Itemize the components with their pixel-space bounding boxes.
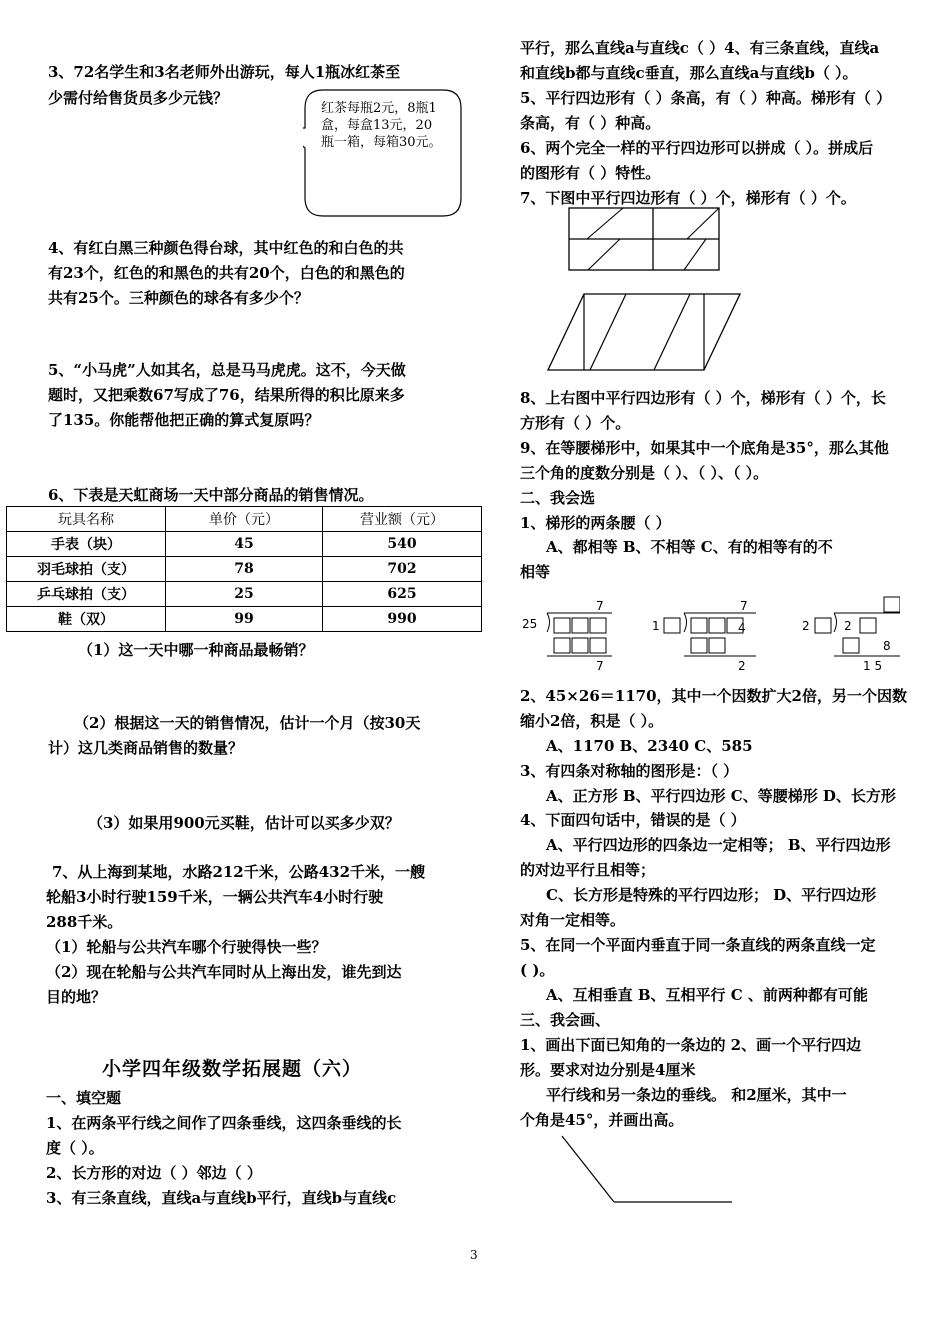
- f8-line1: 8、上右图中平行四边形有（ ）个，梯形有（ ）个，长: [520, 389, 886, 407]
- q7-line3: 288千米。: [46, 913, 123, 931]
- d2-bottom: 2: [738, 659, 746, 673]
- q7-part2-line1: （2）现在轮船与公共汽车同时从上海出发，谁先到达: [46, 963, 402, 981]
- table-cell: 99: [166, 607, 323, 632]
- q5-line3: 了135。你能帮他把正确的算式复原吗？: [48, 411, 320, 429]
- c4-options-line2: 的对边平行且相等；: [520, 861, 656, 879]
- q4-line3: 共有25个。三种颜色的球各有多少个？: [48, 289, 309, 307]
- q3-line1: 3、72名学生和3名老师外出游玩，每人1瓶冰红茶至: [48, 63, 401, 81]
- division-puzzle-3: [802, 597, 900, 673]
- f3-line: 3、有三条直线，直线a与直线b平行，直线b与直线c: [46, 1189, 397, 1207]
- c3-options: A、正方形 B、平行四边形 C、等腰梯形 D、长方形: [546, 787, 896, 805]
- division-puzzle-2: [652, 599, 756, 673]
- c5-line1: 5、在同一个平面内垂直于同一条直线的两条直线一定: [520, 936, 876, 954]
- q5-line1: 5、“小马虎”人如其名，总是马马虎虎。这不，今天做: [48, 361, 406, 379]
- table-row: [7, 607, 482, 632]
- f8-line2: 方形有（ ）个。: [520, 414, 631, 432]
- sales-table: [6, 506, 482, 632]
- table-cell: 手表（块）: [7, 532, 166, 557]
- f2-line: 2、长方形的对边（ ）邻边（ ）: [46, 1164, 262, 1182]
- d3-mid: 8: [883, 639, 891, 653]
- c5-options: A、互相垂直 B、互相平行 C 、前两种都有可能: [546, 986, 868, 1004]
- table-header: 单价（元）: [166, 507, 323, 532]
- d2-quotient: 7: [740, 599, 748, 613]
- f7-line: 7、下图中平行四边形有（ ）个，梯形有（ ）个。: [520, 189, 856, 207]
- d2-divisor: 1: [652, 619, 660, 633]
- table-row: [7, 557, 482, 582]
- section-title: 小学四年级数学拓展题（六）: [102, 1058, 363, 1080]
- d3-bottom: 1 5: [863, 659, 883, 673]
- table-cell: 鞋（双）: [7, 607, 166, 632]
- fill-heading: 一、填空题: [46, 1089, 122, 1107]
- f9-line1: 9、在等腰梯形中，如果其中一个底角是35°，那么其他: [520, 439, 889, 457]
- q6-part2-line2: 计）这几类商品销售的数量？: [48, 739, 244, 757]
- price-bubble: [303, 86, 463, 220]
- f1-line1: 1、在两条平行线之间作了四条垂线，这四条垂线的长: [46, 1114, 402, 1132]
- c5-line2: ( )。: [520, 961, 555, 979]
- table-cell: 540: [323, 532, 482, 557]
- table-cell: 78: [166, 557, 323, 582]
- d1-line3: 平行线和另一条边的垂线。 和2厘米，其中一: [546, 1086, 847, 1104]
- d3-divisor: 2: [802, 619, 810, 633]
- draw-heading: 三、我会画、: [520, 1011, 611, 1029]
- division-puzzle-1: [522, 599, 612, 673]
- f9-line2: 三个角的度数分别是（ ）、（ ）、（ ）。: [520, 464, 769, 482]
- q6-part1: （1）这一天中哪一种商品最畅销？: [78, 641, 314, 659]
- q7-part1: （1）轮船与公共汽车哪个行驶得快一些？: [46, 938, 327, 956]
- table-cell: 990: [323, 607, 482, 632]
- f3-cont-line1: 平行，那么直线a与直线c（ ）4、有三条直线，直线a: [520, 39, 880, 57]
- parallelogram-figure: [544, 290, 744, 374]
- page-number: 3: [470, 1248, 478, 1262]
- q4-line1: 4、有红白黑三种颜色得台球，其中红色的和白色的共: [48, 239, 404, 257]
- table-cell: 45: [166, 532, 323, 557]
- f3-cont-line2: 和直线b都与直线c垂直，那么直线a与直线b（ ）。: [520, 64, 858, 82]
- c1-line: 1、梯形的两条腰（ ）: [520, 514, 671, 532]
- choose-heading: 二、我会选: [520, 489, 596, 507]
- c1-options-line1: A、都相等 B、不相等 C、有的相等有的不: [546, 538, 833, 556]
- c4-options-line3: C、长方形是特殊的平行四边形； D、平行四边形: [546, 886, 877, 904]
- table-cell: 625: [323, 582, 482, 607]
- q7-part2-line2: 目的地？: [46, 988, 107, 1006]
- given-angle-figure: [556, 1130, 736, 1210]
- f6-line1: 6、两个完全一样的平行四边形可以拼成（ ）。拼成后: [520, 139, 874, 157]
- q7-line1: 7、从上海到某地，水路212千米，公路432千米，一艘: [52, 863, 426, 881]
- q6-part3: （3）如果用900元买鞋，估计可以买多少双？: [88, 814, 400, 832]
- d1-line2: 形。要求对边分别是4厘米: [520, 1061, 696, 1079]
- q5-line2: 题时，又把乘数67写成了76，结果所得的积比原来多: [48, 386, 405, 404]
- d2-mid: 4: [738, 621, 746, 635]
- d1-quotient: 7: [596, 599, 604, 613]
- division-puzzles: [520, 596, 900, 676]
- table-cell: 702: [323, 557, 482, 582]
- f5-line2: 条高，有（ ）种高。: [520, 114, 661, 132]
- rectangle-figure: [566, 205, 724, 273]
- d1-line4: 个角是45°，并画出高。: [520, 1111, 684, 1129]
- q3-line2: 少需付给售货员多少元钱？: [48, 89, 229, 107]
- table-cell: 25: [166, 582, 323, 607]
- d1-bottom: 7: [596, 659, 604, 673]
- q6-intro: 6、下表是天虹商场一天中部分商品的销售情况。: [48, 486, 374, 504]
- q4-line2: 有23个，红色的和黑色的共有20个，白色的和黑色的: [48, 264, 405, 282]
- c4-line: 4、下面四句话中，错误的是（ ）: [520, 811, 746, 829]
- f5-line1: 5、平行四边形有（ ）条高，有（ ）种高。梯形有（ ）: [520, 89, 892, 107]
- table-header: 营业额（元）: [323, 507, 482, 532]
- bubble-text: 红茶每瓶2元，8瓶1盒，每盒13元，20瓶一箱，每箱30元。: [321, 101, 442, 150]
- c2-line2: 缩小2倍，积是（ ）。: [520, 712, 664, 730]
- c3-line: 3、有四条对称轴的图形是：（ ）: [520, 762, 739, 780]
- table-header: 玩具名称: [7, 507, 166, 532]
- f1-line2: 度（ ）。: [46, 1139, 104, 1157]
- table-header-row: [7, 507, 482, 532]
- q7-line2: 轮船3小时行驶159千米，一辆公共汽车4小时行驶: [46, 888, 384, 906]
- c4-options-line1: A、平行四边形的四条边一定相等； B、平行四边形: [546, 836, 891, 854]
- table-cell: 乒乓球拍（支）: [7, 582, 166, 607]
- table-row: [7, 532, 482, 557]
- table-cell: 羽毛球拍（支）: [7, 557, 166, 582]
- c4-options-line4: 对角一定相等。: [520, 911, 626, 929]
- c1-options-line2: 相等: [520, 563, 551, 581]
- q6-part2-line1: （2）根据这一天的销售情况，估计一个月（按30天: [74, 714, 421, 732]
- c2-options: A、1170 B、2340 C、585: [546, 737, 753, 755]
- c2-line1: 2、45×26＝1170，其中一个因数扩大2倍，另一个因数: [520, 687, 907, 705]
- f6-line2: 的图形有（ ）特性。: [520, 164, 661, 182]
- d1-line1: 1、画出下面已知角的一条边的 2、画一个平行四边: [520, 1036, 862, 1054]
- table-row: [7, 582, 482, 607]
- d3-top: 2: [844, 619, 852, 633]
- d1-divisor: 25: [522, 617, 538, 631]
